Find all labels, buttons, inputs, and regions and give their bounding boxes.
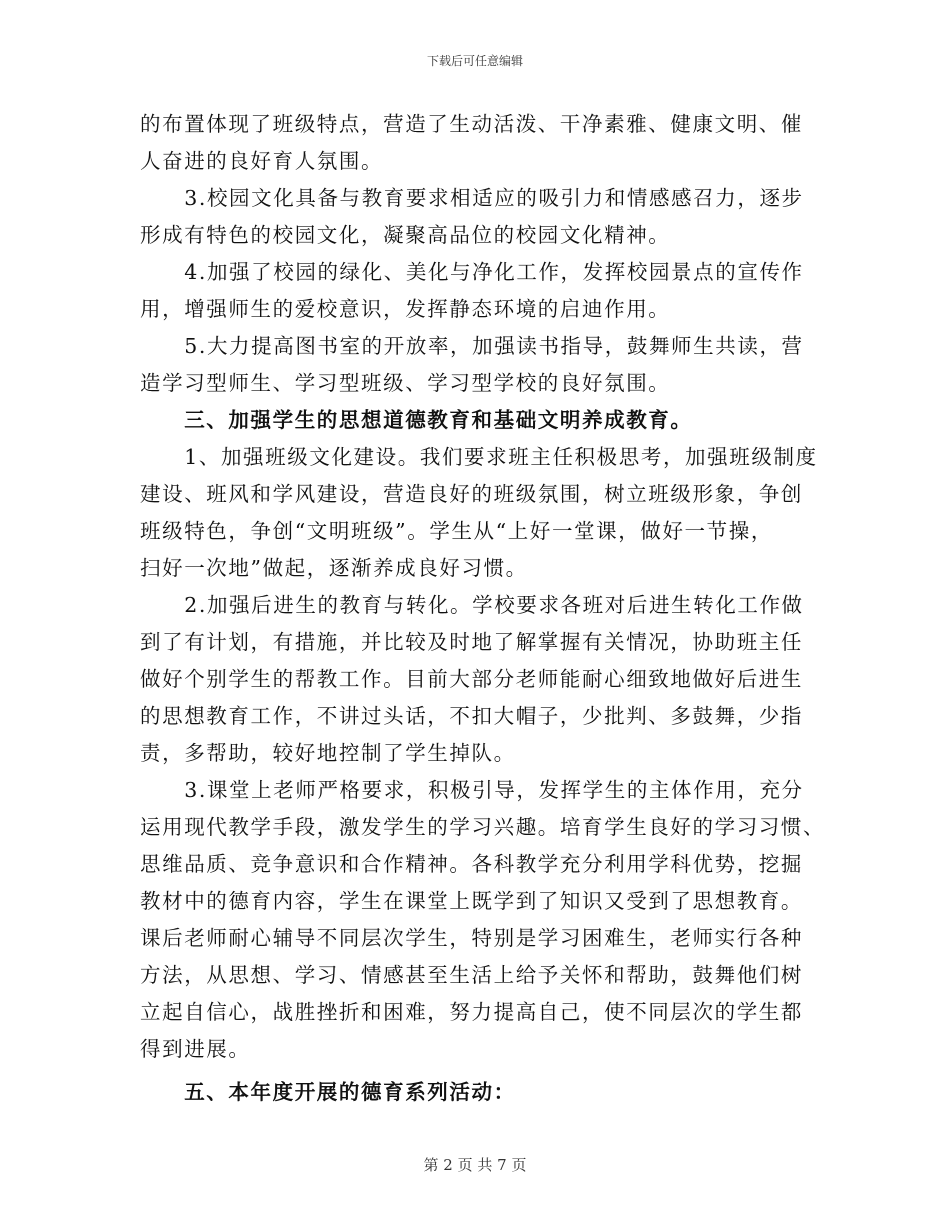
section-heading: 五、本年度开展的德育系列活动： (140, 1080, 516, 1104)
page-header: 下载后可任意编辑 (426, 54, 523, 68)
body-line: 4.加强了校园的绿化、美化与净化工作，发挥校园景点的宣传作 (140, 260, 804, 284)
body-line: 人奋进的良好育人氛围。 (140, 149, 384, 173)
body-line: 用，增强师生的爱校意识，发挥静态环境的启迪作用。 (140, 297, 671, 321)
body-line: 立起自信心，战胜挫折和困难，努力提高自己，使不同层次的学生都 (140, 1000, 803, 1024)
body-line: 形成有特色的校园文化，凝聚高品位的校园文化精神。 (140, 223, 671, 247)
section-heading: 三、加强学生的思想道德教育和基础文明养成教育。 (140, 408, 693, 432)
page-number: 第 2 页 共 7 页 (423, 1156, 527, 1174)
body-line: 教材中的德育内容，学生在课堂上既学到了知识又受到了思想教育。 (140, 889, 803, 913)
body-line: 责，多帮助，较好地控制了学生掉队。 (140, 741, 516, 765)
body-line: 课后老师耐心辅导不同层次学生，特别是学习困难生，老师实行各种 (140, 926, 803, 950)
body-line: 5.大力提高图书室的开放率，加强读书指导，鼓舞师生共读，营 (140, 334, 804, 358)
document-body (140, 106, 826, 1111)
body-line: 做好个别学生的帮教工作。目前大部分老师能耐心细致地做好后进生 (140, 667, 803, 691)
body-line: 1、加强班级文化建设。我们要求班主任积极思考，加强班级制度 (140, 445, 818, 469)
body-line: 运用现代教学手段，激发学生的学习兴趣。培育学生良好的学习习惯、 (140, 815, 826, 839)
body-line: 班级特色，争创“文明班级”。学生从“上好一堂课，做好一节操， (140, 519, 773, 543)
body-line: 思维品质、竞争意识和合作精神。各科教学充分利用学科优势，挖掘 (140, 852, 803, 876)
body-line: 2.加强后进生的教育与转化。学校要求各班对后进生转化工作做 (140, 593, 804, 617)
body-line: 的布置体现了班级特点，营造了生动活泼、干净素雅、健康文明、催 (140, 112, 803, 136)
body-line: 3.课堂上老师严格要求，积极引导，发挥学生的主体作用，充分 (140, 778, 804, 802)
body-line: 3.校园文化具备与教育要求相适应的吸引力和情感感召力，逐步 (140, 186, 804, 210)
body-line: 方法，从思想、学习、情感甚至生活上给予关怀和帮助，鼓舞他们树 (140, 963, 803, 987)
body-line: 造学习型师生、学习型班级、学习型学校的良好氛围。 (140, 371, 671, 395)
body-line: 到了有计划，有措施，并比较及时地了解掌握有关情况，协助班主任 (140, 630, 803, 654)
body-line: 的思想教育工作，不讲过头话，不扣大帽子，少批判、多鼓舞，少指 (140, 704, 803, 728)
body-line: 建设、班风和学风建设，营造良好的班级氛围，树立班级形象，争创 (140, 482, 803, 506)
body-line: 得到进展。 (140, 1037, 251, 1061)
body-line: 扫好一次地”做起，逐渐养成良好习惯。 (140, 556, 528, 580)
